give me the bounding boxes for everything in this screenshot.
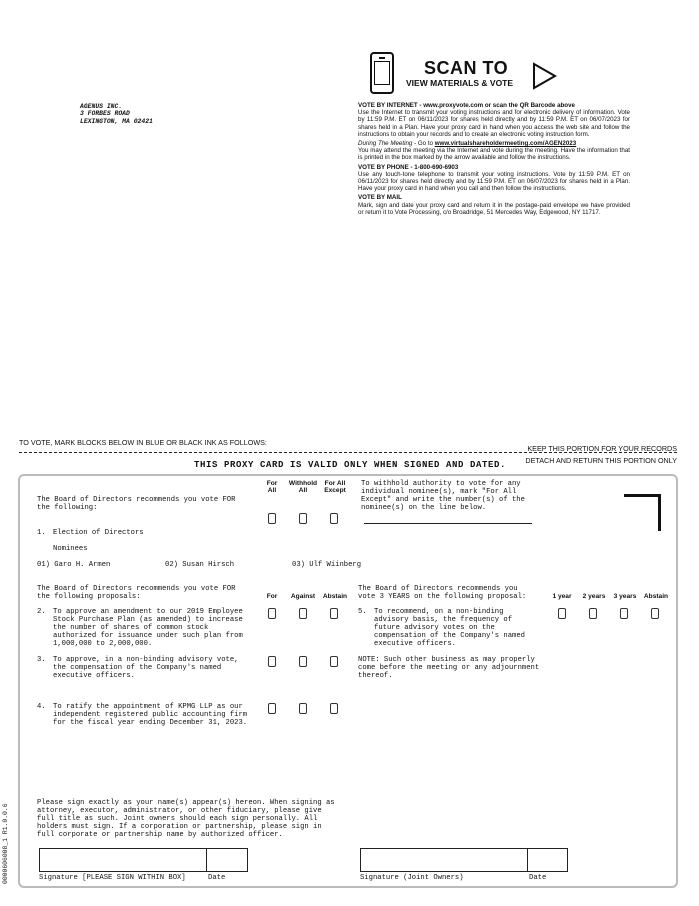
- joint-date-box[interactable]: [528, 848, 568, 872]
- col-for-all-except: For All Except: [324, 480, 346, 495]
- nominee-3: 03) Ulf Wiinberg: [292, 561, 362, 569]
- meeting-goto: - Go to: [412, 140, 435, 148]
- col-against: Against: [290, 593, 316, 600]
- col-1-year: 1 year: [552, 593, 572, 600]
- board-recommendation-2: The Board of Directors recommends you vote FOR the following proposals:: [37, 585, 236, 601]
- sign-instruction: Please sign exactly as your name(s) appear(s) hereon. When signing as attorney, executor, administrator, or other fiduciary, please give full title as such. Joint owners should each sign personally. All holders must sign. If a corporation or partnership, please sign in full corporate or partnership name by authorized officer.: [37, 799, 335, 839]
- item1-number: 1.: [37, 529, 46, 537]
- detach-portion-label: DETACH AND RETURN THIS PORTION ONLY: [525, 456, 677, 465]
- checkbox-item1-for-all[interactable]: [268, 513, 276, 524]
- scan-subtitle: VIEW MATERIALS & VOTE: [406, 78, 514, 88]
- checkbox-item4-abstain[interactable]: [330, 703, 338, 714]
- col-for: For: [266, 593, 278, 600]
- checkbox-item4-for[interactable]: [268, 703, 276, 714]
- nominee-1: 01) Garo H. Armen: [37, 561, 111, 569]
- checkbox-item5-abstain[interactable]: [651, 608, 659, 619]
- phone-text: Use any touch-tone telephone to transmit your voting instructions. Vote by 11:59 P.M. ET on 06/11/2023 for shares held directly and by 11:59 P.M. ET on 06/07/2023 for shares held in a Plan. Have your proxy card in hand when you call and then follow the instructions.: [358, 170, 630, 193]
- meeting-line: [358, 140, 630, 147]
- play-arrow-icon: [532, 62, 558, 90]
- note-text: NOTE: Such other business as may properly come before the meeting or any adjournment thereof.: [358, 656, 540, 680]
- checkbox-item3-for[interactable]: [268, 656, 276, 667]
- nominee-2: 02) Susan Hirsch: [165, 561, 235, 569]
- signature-box[interactable]: [39, 848, 207, 872]
- mark-instruction: TO VOTE, MARK BLOCKS BELOW IN BLUE OR BLACK INK AS FOLLOWS:: [19, 438, 267, 447]
- item4-number: 4.: [37, 703, 46, 711]
- nominee-exception-line[interactable]: [364, 523, 532, 524]
- checkbox-item5-2-years[interactable]: [589, 608, 597, 619]
- company-address: [80, 103, 153, 125]
- valid-notice: THIS PROXY CARD IS VALID ONLY WHEN SIGNED AND DATED.: [194, 460, 507, 470]
- smartphone-icon: [370, 52, 394, 94]
- meeting-url-link[interactable]: www.virtualshareholdermeeting.com/AGEN2023: [434, 140, 577, 148]
- date-box[interactable]: [207, 848, 248, 872]
- date-label: Date: [208, 874, 226, 882]
- joint-signature-box[interactable]: [360, 848, 528, 872]
- address-line-2: 3 FORBES ROAD: [80, 110, 130, 118]
- internet-heading: VOTE BY INTERNET - www.proxyvote.com or scan the QR Barcode above: [358, 102, 575, 109]
- side-code: 0000606008_1 R1.0.0.6: [2, 803, 9, 884]
- joint-date-label: Date: [529, 874, 547, 882]
- joint-signature-label: Signature (Joint Owners): [360, 874, 464, 882]
- mail-heading: VOTE BY MAIL: [358, 194, 402, 202]
- item2-number: 2.: [37, 608, 46, 616]
- voting-instructions: [358, 100, 630, 216]
- item4-text: To ratify the appointment of KPMG LLP as our independent registered public accounting firm for the fiscal year ending December 31, 2023.: [53, 703, 248, 727]
- signature-label: Signature [PLEASE SIGN WITHIN BOX]: [39, 874, 186, 882]
- item5-text: To recommend, on a non-binding advisory basis, the frequency of future advisory votes on the compensation of the Company's named executive officers.: [374, 608, 525, 648]
- col-3-years: 3 years: [613, 593, 637, 600]
- item2-text: To approve an amendment to our 2019 Employee Stock Purchase Plan (as amended) to increase the number of shares of common stock authorized for issuance under such plan from 1,000,000 to 2,000,000.: [53, 608, 243, 648]
- mail-text: Mark, sign and date your proxy card and return it in the postage-paid envelope we have provided or return it to Vote Processing, c/o Broadridge, 51 Mercedes Way, Edgewood, NY 11717.: [358, 201, 630, 216]
- checkbox-item2-abstain[interactable]: [330, 608, 338, 619]
- checkbox-item3-abstain[interactable]: [330, 656, 338, 667]
- item3-number: 3.: [37, 656, 46, 664]
- col-abstain: Abstain: [322, 593, 348, 600]
- checkbox-item3-against[interactable]: [299, 656, 307, 667]
- scan-title: SCAN TO: [424, 58, 509, 78]
- checkbox-item4-against[interactable]: [299, 703, 307, 714]
- meeting-text: You may attend the meeting via the Internet and vote during the meeting. Have the information that is printed in the box marked by the arrow available and follow the instructions.: [358, 147, 630, 162]
- internet-text: Use the Internet to transmit your voting instructions and for electronic delivery of information. Vote by 11:59 P.M. ET on 06/11/2023 for shares held directly and by 11:59 P.M. ET on 06/07/2023 for shares held in a Plan. Have your proxy card in hand when you access the web site and follow the instructions to obtain your records and to create an electronic voting instruction form.: [358, 109, 630, 138]
- corner-mark: [624, 494, 661, 531]
- checkbox-item1-withhold-all[interactable]: [299, 513, 307, 524]
- checkbox-item5-1-year[interactable]: [558, 608, 566, 619]
- checkbox-item1-for-all-except[interactable]: [330, 513, 338, 524]
- col-withhold-all: Withhold All: [288, 480, 318, 495]
- col-abstain-2: Abstain: [643, 593, 669, 600]
- detach-dashed-line: [19, 452, 677, 453]
- keep-portion-label: KEEP THIS PORTION FOR YOUR RECORDS: [527, 444, 677, 453]
- board-recommendation-3: The Board of Directors recommends you vote 3 YEARS on the following proposal:: [358, 585, 527, 601]
- meeting-prefix: During The Meeting: [358, 140, 413, 148]
- checkbox-item5-3-years[interactable]: [620, 608, 628, 619]
- checkbox-item2-against[interactable]: [299, 608, 307, 619]
- board-recommendation-1: The Board of Directors recommends you vote FOR the following:: [37, 496, 236, 512]
- item5-number: 5.: [358, 608, 367, 616]
- col-2-years: 2 years: [582, 593, 606, 600]
- checkbox-item2-for[interactable]: [268, 608, 276, 619]
- nominees-label: Nominees: [53, 545, 88, 553]
- item3-text: To approve, in a non-binding advisory vote, the compensation of the Company's named executive officers.: [53, 656, 239, 680]
- address-line-1: AGENUS INC.: [80, 103, 123, 110]
- withhold-instruction: To withhold authority to vote for any individual nominee(s), mark "For All Except" and write the number(s) of the nominee(s) on the line below.: [361, 480, 525, 512]
- address-line-3: LEXINGTON, MA 02421: [80, 117, 153, 125]
- phone-heading: VOTE BY PHONE - 1-800-690-6903: [358, 163, 459, 171]
- col-for-all: For All: [266, 480, 278, 495]
- item1-text: Election of Directors: [53, 529, 144, 537]
